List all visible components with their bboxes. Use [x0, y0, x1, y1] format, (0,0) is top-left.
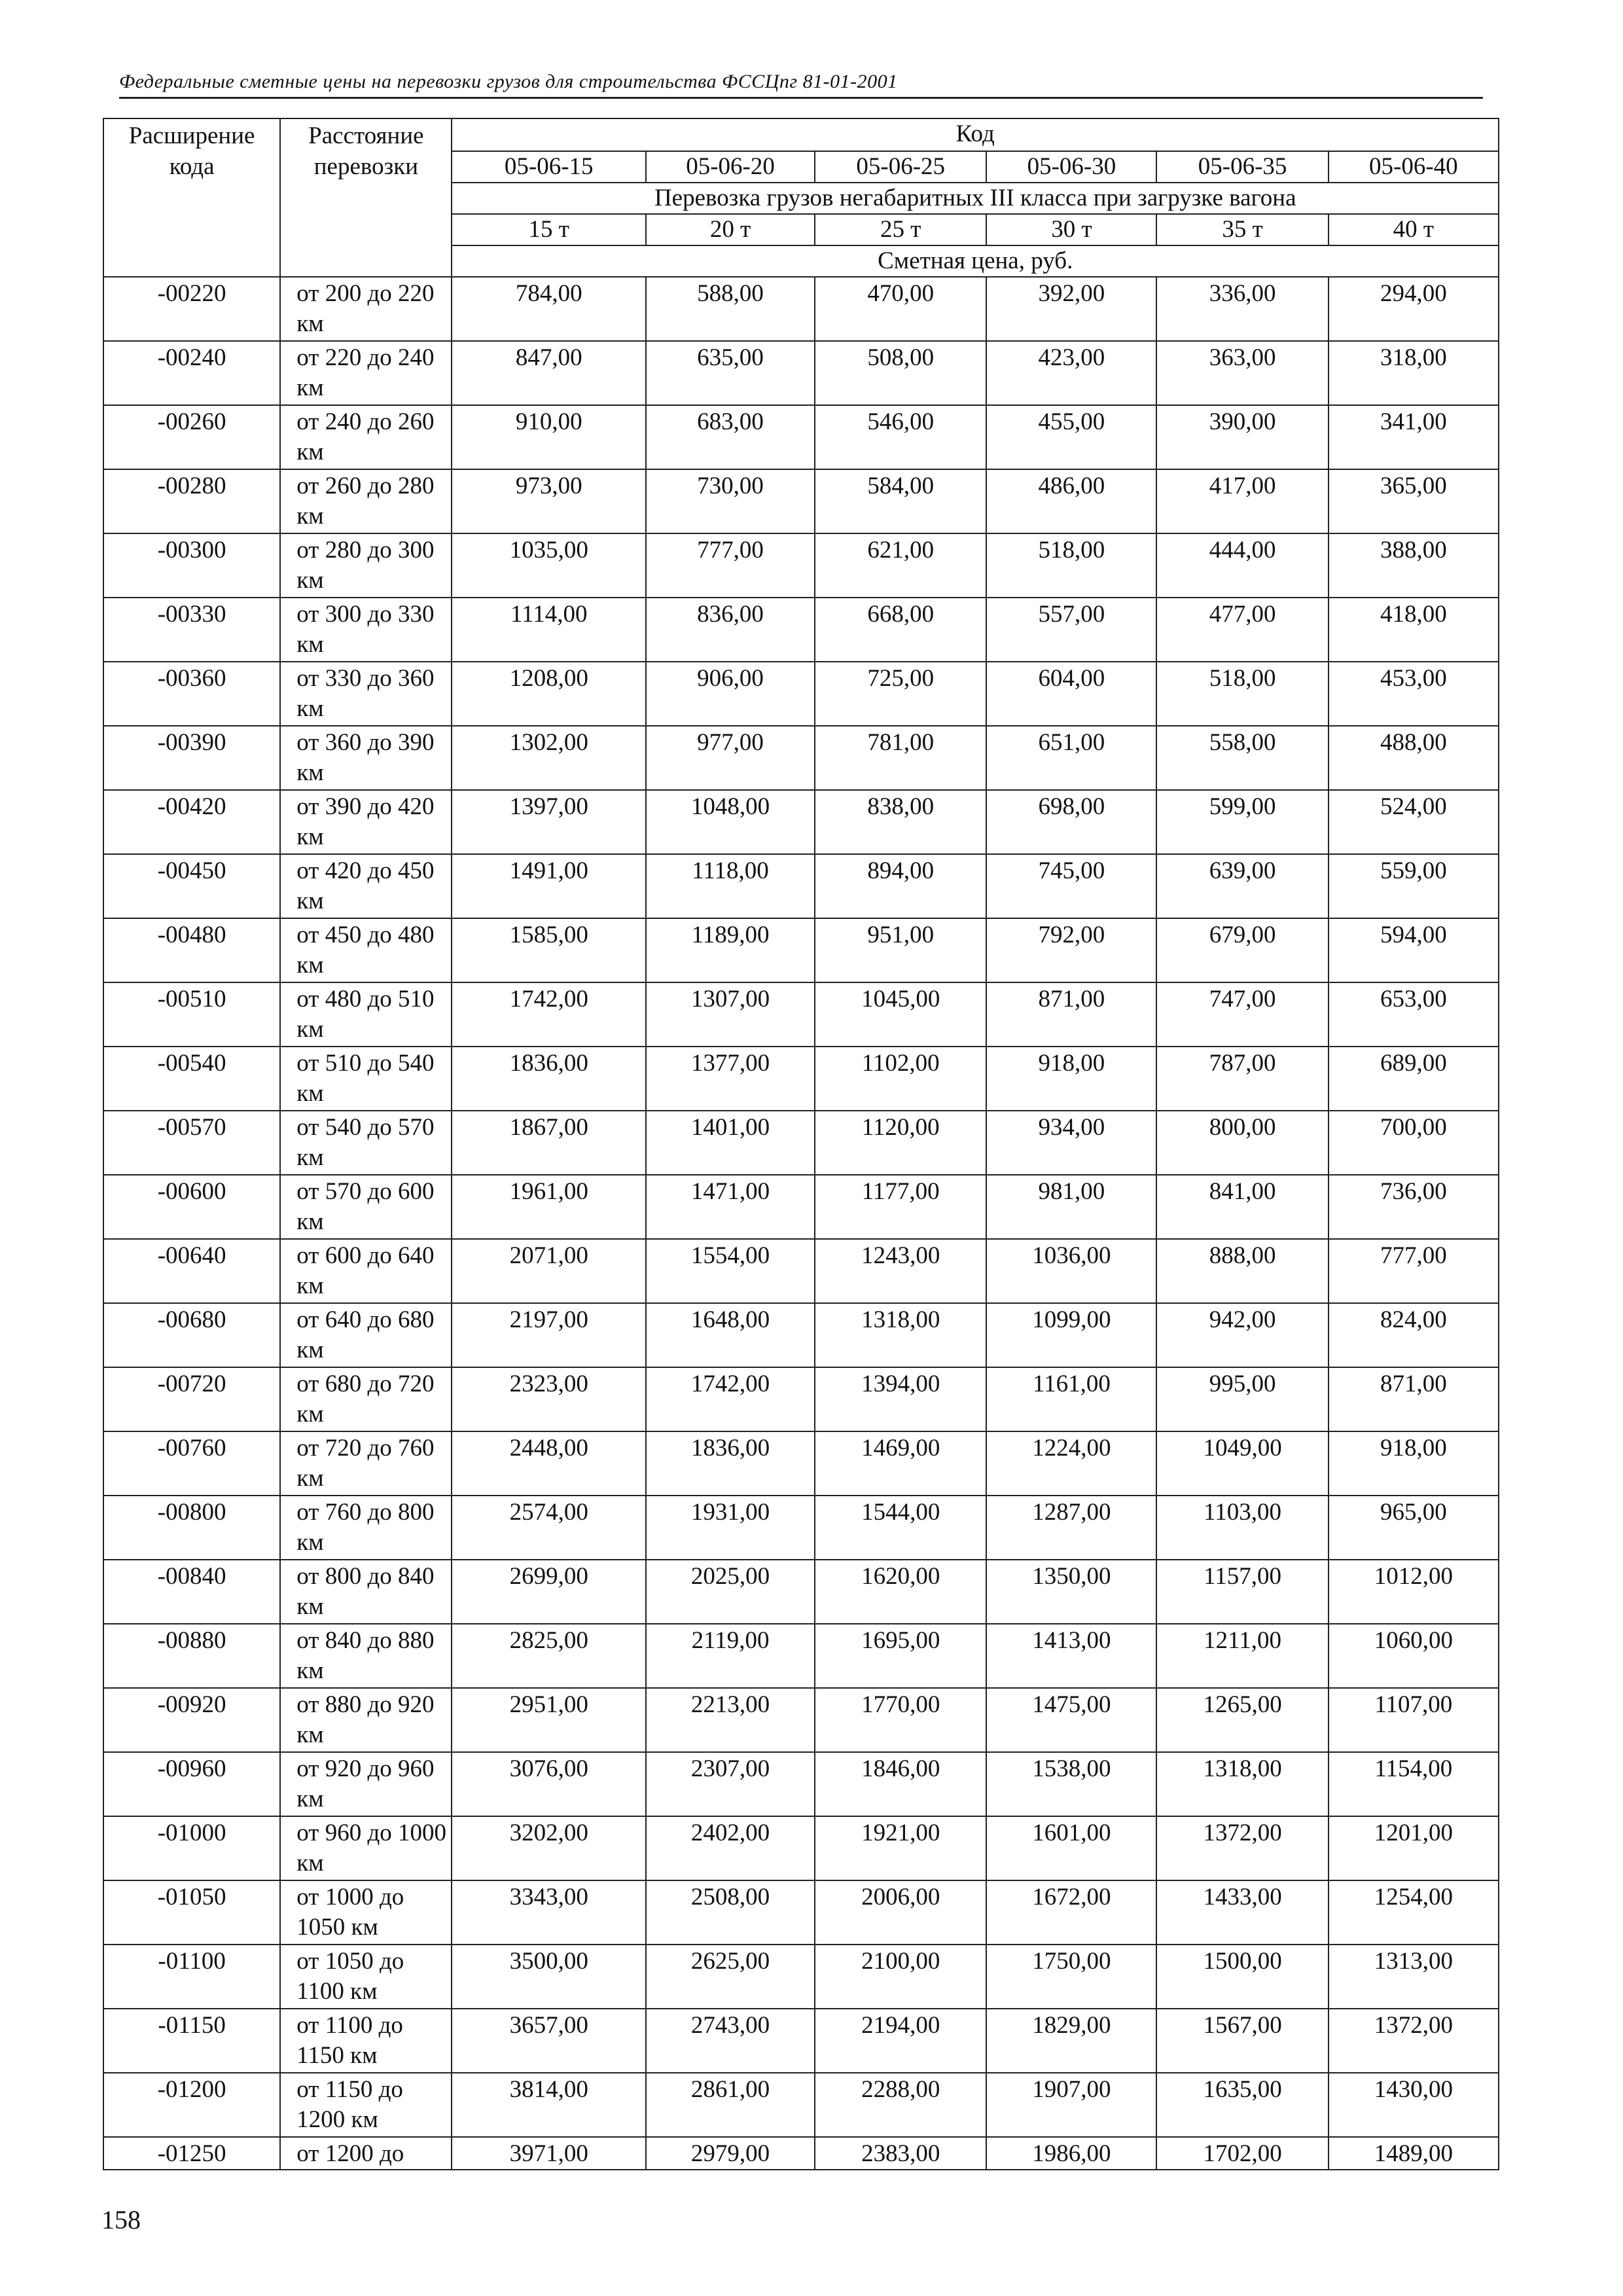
extension-code-cell: -00360: [103, 662, 280, 726]
distance-cell: от 280 до 300 км: [280, 533, 452, 598]
table-row: [103, 1111, 1499, 1175]
price-cell: 1907,00: [986, 2073, 1156, 2137]
price-cell: 1287,00: [986, 1496, 1156, 1560]
price-cell: 2402,00: [646, 1816, 815, 1880]
price-cell: 1770,00: [815, 1688, 986, 1752]
price-cell: 1243,00: [815, 1239, 986, 1303]
distance-cell: от 570 до 600 км: [280, 1175, 452, 1239]
price-cell: 1307,00: [646, 982, 815, 1047]
price-cell: 1397,00: [452, 790, 645, 854]
price-cell: 1648,00: [646, 1303, 815, 1367]
price-cell: 1836,00: [646, 1431, 815, 1496]
price-cell: 1048,00: [646, 790, 815, 854]
price-cell: 588,00: [646, 277, 815, 341]
price-cell: 1471,00: [646, 1175, 815, 1239]
price-cell: 1567,00: [1156, 2009, 1328, 2073]
table-row: [103, 598, 1499, 662]
price-cell: 1672,00: [986, 1880, 1156, 1945]
distance-cell: от 920 до 960 км: [280, 1752, 452, 1816]
distance-cell: от 390 до 420 км: [280, 790, 452, 854]
extension-code-cell: -01200: [103, 2073, 280, 2137]
price-cell: 1394,00: [815, 1367, 986, 1431]
price-cell: 683,00: [646, 405, 815, 469]
table-header: [103, 118, 1499, 277]
weight-cell: 40 т: [1329, 214, 1499, 245]
price-cell: 1224,00: [986, 1431, 1156, 1496]
weight-cell: 20 т: [646, 214, 815, 245]
transport-subtitle: Перевозка грузов негабаритных III класса при загрузке вагона: [452, 183, 1499, 214]
price-cell: 918,00: [986, 1047, 1156, 1111]
extension-code-cell: -00570: [103, 1111, 280, 1175]
price-cell: 1189,00: [646, 918, 815, 982]
distance-cell: от 300 до 330 км: [280, 598, 452, 662]
distance-cell: от 600 до 640 км: [280, 1239, 452, 1303]
price-cell: 418,00: [1329, 598, 1499, 662]
table-row: [103, 277, 1499, 341]
price-cell: 336,00: [1156, 277, 1328, 341]
price-cell: 508,00: [815, 341, 986, 405]
col-header-extension: Расширение кода: [103, 118, 280, 277]
table-row: [103, 982, 1499, 1047]
price-cell: 1318,00: [1156, 1752, 1328, 1816]
price-cell: 363,00: [1156, 341, 1328, 405]
table-row: [103, 405, 1499, 469]
distance-cell: от 720 до 760 км: [280, 1431, 452, 1496]
table-row: [103, 1303, 1499, 1367]
price-cell: 1961,00: [452, 1175, 645, 1239]
distance-cell: от 260 до 280 км: [280, 469, 452, 533]
price-label: Сметная цена, руб.: [452, 245, 1499, 277]
weight-cell: 35 т: [1156, 214, 1328, 245]
distance-cell: от 360 до 390 км: [280, 726, 452, 790]
price-cell: 847,00: [452, 341, 645, 405]
table-row: [103, 1560, 1499, 1624]
price-cell: 1742,00: [452, 982, 645, 1047]
price-cell: 787,00: [1156, 1047, 1328, 1111]
price-cell: 486,00: [986, 469, 1156, 533]
price-cell: 700,00: [1329, 1111, 1499, 1175]
price-cell: 1372,00: [1329, 2009, 1499, 2073]
distance-cell: от 1150 до 1200 км: [280, 2073, 452, 2137]
distance-cell: от 480 до 510 км: [280, 982, 452, 1047]
price-cell: 1620,00: [815, 1560, 986, 1624]
table-row: [103, 2009, 1499, 2073]
price-cell: 995,00: [1156, 1367, 1328, 1431]
price-cell: 558,00: [1156, 726, 1328, 790]
table-row: [103, 1816, 1499, 1880]
table-row: [103, 1752, 1499, 1816]
price-cell: 318,00: [1329, 341, 1499, 405]
price-cell: 1036,00: [986, 1239, 1156, 1303]
price-cell: 1702,00: [1156, 2137, 1328, 2170]
extension-code-cell: -01000: [103, 1816, 280, 1880]
price-cell: 698,00: [986, 790, 1156, 854]
price-cell: 1012,00: [1329, 1560, 1499, 1624]
price-cell: 910,00: [452, 405, 645, 469]
extension-code-cell: -00840: [103, 1560, 280, 1624]
price-cell: 584,00: [815, 469, 986, 533]
price-cell: 1099,00: [986, 1303, 1156, 1367]
price-cell: 2574,00: [452, 1496, 645, 1560]
price-cell: 1867,00: [452, 1111, 645, 1175]
price-cell: 1500,00: [1156, 1945, 1328, 2009]
distance-cell: от 1100 до 1150 км: [280, 2009, 452, 2073]
price-cell: 1750,00: [986, 1945, 1156, 2009]
price-cell: 1635,00: [1156, 2073, 1328, 2137]
extension-code-cell: -00450: [103, 854, 280, 918]
price-cell: 1045,00: [815, 982, 986, 1047]
price-cell: 557,00: [986, 598, 1156, 662]
price-cell: 1377,00: [646, 1047, 815, 1111]
price-cell: 294,00: [1329, 277, 1499, 341]
extension-code-cell: -01100: [103, 1945, 280, 2009]
price-cell: 1372,00: [1156, 1816, 1328, 1880]
price-cell: 444,00: [1156, 533, 1328, 598]
price-cell: 784,00: [452, 277, 645, 341]
table-row: [103, 1496, 1499, 1560]
price-table: [103, 118, 1499, 2170]
price-cell: 981,00: [986, 1175, 1156, 1239]
price-cell: 1695,00: [815, 1624, 986, 1688]
table-row: [103, 469, 1499, 533]
extension-code-cell: -00680: [103, 1303, 280, 1367]
extension-code-cell: -00420: [103, 790, 280, 854]
price-cell: 747,00: [1156, 982, 1328, 1047]
price-cell: 2743,00: [646, 2009, 815, 2073]
price-cell: 1157,00: [1156, 1560, 1328, 1624]
distance-cell: от 200 до 220 км: [280, 277, 452, 341]
price-cell: 653,00: [1329, 982, 1499, 1047]
price-cell: 3343,00: [452, 1880, 645, 1945]
price-cell: 918,00: [1329, 1431, 1499, 1496]
price-cell: 2825,00: [452, 1624, 645, 1688]
weight-cell: 30 т: [986, 214, 1156, 245]
price-cell: 838,00: [815, 790, 986, 854]
extension-code-cell: -00540: [103, 1047, 280, 1111]
price-cell: 906,00: [646, 662, 815, 726]
table-row: [103, 790, 1499, 854]
price-cell: 2119,00: [646, 1624, 815, 1688]
price-cell: 1318,00: [815, 1303, 986, 1367]
price-cell: 559,00: [1329, 854, 1499, 918]
price-cell: 2861,00: [646, 2073, 815, 2137]
price-cell: 390,00: [1156, 405, 1328, 469]
price-cell: 871,00: [1329, 1367, 1499, 1431]
price-cell: 1489,00: [1329, 2137, 1499, 2170]
price-cell: 792,00: [986, 918, 1156, 982]
price-cell: 1601,00: [986, 1816, 1156, 1880]
table-row: [103, 1175, 1499, 1239]
price-cell: 800,00: [1156, 1111, 1328, 1175]
extension-code-cell: -00300: [103, 533, 280, 598]
table-body: [103, 277, 1499, 2170]
price-cell: 604,00: [986, 662, 1156, 726]
page-number: 158: [101, 2205, 141, 2234]
distance-cell: от 220 до 240 км: [280, 341, 452, 405]
table-row: [103, 1945, 1499, 2009]
price-cell: 1430,00: [1329, 2073, 1499, 2137]
price-cell: 841,00: [1156, 1175, 1328, 1239]
price-cell: 1401,00: [646, 1111, 815, 1175]
price-cell: 2448,00: [452, 1431, 645, 1496]
price-cell: 777,00: [1329, 1239, 1499, 1303]
price-cell: 2213,00: [646, 1688, 815, 1752]
price-cell: 1060,00: [1329, 1624, 1499, 1688]
price-cell: 2383,00: [815, 2137, 986, 2170]
price-cell: 455,00: [986, 405, 1156, 469]
extension-code-cell: -00280: [103, 469, 280, 533]
price-cell: 942,00: [1156, 1303, 1328, 1367]
price-cell: 524,00: [1329, 790, 1499, 854]
distance-cell: от 800 до 840 км: [280, 1560, 452, 1624]
extension-code-cell: -00880: [103, 1624, 280, 1688]
extension-code-cell: -00640: [103, 1239, 280, 1303]
price-cell: 951,00: [815, 918, 986, 982]
extension-code-cell: -00760: [103, 1431, 280, 1496]
price-cell: 1433,00: [1156, 1880, 1328, 1945]
price-cell: 934,00: [986, 1111, 1156, 1175]
table-row: [103, 726, 1499, 790]
price-cell: 388,00: [1329, 533, 1499, 598]
price-cell: 2194,00: [815, 2009, 986, 2073]
price-cell: 1585,00: [452, 918, 645, 982]
price-cell: 679,00: [1156, 918, 1328, 982]
price-cell: 1491,00: [452, 854, 645, 918]
price-cell: 781,00: [815, 726, 986, 790]
extension-code-cell: -01050: [103, 1880, 280, 1945]
price-cell: 1544,00: [815, 1496, 986, 1560]
price-cell: 965,00: [1329, 1496, 1499, 1560]
price-cell: 1265,00: [1156, 1688, 1328, 1752]
table-row: [103, 1880, 1499, 1945]
price-cell: 1742,00: [646, 1367, 815, 1431]
table-row: [103, 1367, 1499, 1431]
price-cell: 651,00: [986, 726, 1156, 790]
price-cell: 977,00: [646, 726, 815, 790]
extension-code-cell: -00510: [103, 982, 280, 1047]
distance-cell: от 640 до 680 км: [280, 1303, 452, 1367]
price-cell: 894,00: [815, 854, 986, 918]
price-cell: 668,00: [815, 598, 986, 662]
price-cell: 730,00: [646, 469, 815, 533]
price-cell: 1313,00: [1329, 1945, 1499, 2009]
code-cell: 05-06-15: [452, 151, 645, 183]
table-row: [103, 1239, 1499, 1303]
price-cell: 1538,00: [986, 1752, 1156, 1816]
table-row: [103, 341, 1499, 405]
code-cell: 05-06-30: [986, 151, 1156, 183]
code-cell: 05-06-40: [1329, 151, 1499, 183]
price-cell: 1208,00: [452, 662, 645, 726]
price-cell: 3814,00: [452, 2073, 645, 2137]
extension-code-cell: -00390: [103, 726, 280, 790]
price-cell: 1986,00: [986, 2137, 1156, 2170]
price-cell: 2006,00: [815, 1880, 986, 1945]
price-cell: 1475,00: [986, 1688, 1156, 1752]
price-cell: 2100,00: [815, 1945, 986, 2009]
code-cell: 05-06-35: [1156, 151, 1328, 183]
price-cell: 2288,00: [815, 2073, 986, 2137]
table-row: [103, 2073, 1499, 2137]
table-row: [103, 662, 1499, 726]
price-cell: 3202,00: [452, 1816, 645, 1880]
price-cell: 594,00: [1329, 918, 1499, 982]
col-header-distance: Расстояние перевозки: [280, 118, 452, 277]
extension-code-cell: -01150: [103, 2009, 280, 2073]
table-row: [103, 1624, 1499, 1688]
price-cell: 2508,00: [646, 1880, 815, 1945]
price-cell: 3076,00: [452, 1752, 645, 1816]
price-cell: 1177,00: [815, 1175, 986, 1239]
price-cell: 1302,00: [452, 726, 645, 790]
price-cell: 546,00: [815, 405, 986, 469]
distance-cell: от 760 до 800 км: [280, 1496, 452, 1560]
table-row: [103, 1431, 1499, 1496]
price-cell: 2625,00: [646, 1945, 815, 2009]
price-cell: 365,00: [1329, 469, 1499, 533]
price-cell: 599,00: [1156, 790, 1328, 854]
price-cell: 470,00: [815, 277, 986, 341]
price-cell: 1120,00: [815, 1111, 986, 1175]
price-cell: 2197,00: [452, 1303, 645, 1367]
distance-cell: от 1000 до 1050 км: [280, 1880, 452, 1945]
price-cell: 1554,00: [646, 1239, 815, 1303]
extension-code-cell: -00240: [103, 341, 280, 405]
distance-cell: от 240 до 260 км: [280, 405, 452, 469]
price-cell: 1118,00: [646, 854, 815, 918]
extension-code-cell: -00800: [103, 1496, 280, 1560]
price-cell: 1161,00: [986, 1367, 1156, 1431]
price-cell: 1102,00: [815, 1047, 986, 1111]
distance-cell: от 960 до 1000 км: [280, 1816, 452, 1880]
distance-cell: от 510 до 540 км: [280, 1047, 452, 1111]
price-cell: 2323,00: [452, 1367, 645, 1431]
table-row: [103, 854, 1499, 918]
price-cell: 3971,00: [452, 2137, 645, 2170]
price-cell: 2699,00: [452, 1560, 645, 1624]
price-cell: 1846,00: [815, 1752, 986, 1816]
price-cell: 1931,00: [646, 1496, 815, 1560]
price-cell: 518,00: [1156, 662, 1328, 726]
price-cell: 341,00: [1329, 405, 1499, 469]
price-cell: 1049,00: [1156, 1431, 1328, 1496]
table-row: [103, 1688, 1499, 1752]
price-cell: 1350,00: [986, 1560, 1156, 1624]
code-header: Код: [452, 118, 1499, 151]
price-cell: 824,00: [1329, 1303, 1499, 1367]
price-cell: 1413,00: [986, 1624, 1156, 1688]
price-cell: 1035,00: [452, 533, 645, 598]
code-cell: 05-06-20: [646, 151, 815, 183]
distance-cell: от 880 до 920 км: [280, 1688, 452, 1752]
extension-code-cell: -00720: [103, 1367, 280, 1431]
price-cell: 2979,00: [646, 2137, 815, 2170]
price-cell: 417,00: [1156, 469, 1328, 533]
table-row: [103, 918, 1499, 982]
extension-code-cell: -00260: [103, 405, 280, 469]
distance-cell: от 450 до 480 км: [280, 918, 452, 982]
extension-code-cell: -00960: [103, 1752, 280, 1816]
distance-cell: от 1050 до 1100 км: [280, 1945, 452, 2009]
extension-code-cell: -00330: [103, 598, 280, 662]
table-row: [103, 1047, 1499, 1111]
extension-code-cell: -00480: [103, 918, 280, 982]
price-cell: 477,00: [1156, 598, 1328, 662]
price-cell: 1107,00: [1329, 1688, 1499, 1752]
price-cell: 423,00: [986, 341, 1156, 405]
price-cell: 836,00: [646, 598, 815, 662]
price-cell: 621,00: [815, 533, 986, 598]
price-cell: 1154,00: [1329, 1752, 1499, 1816]
price-cell: 2071,00: [452, 1239, 645, 1303]
extension-code-cell: -00920: [103, 1688, 280, 1752]
price-cell: 1114,00: [452, 598, 645, 662]
page-header-title: Федеральные сметные цены на перевозки грузов для строительства ФССЦпг 81-01-2001: [119, 71, 1483, 99]
table-row: [103, 2137, 1499, 2170]
price-cell: 871,00: [986, 982, 1156, 1047]
price-cell: 1469,00: [815, 1431, 986, 1496]
price-cell: 689,00: [1329, 1047, 1499, 1111]
price-cell: 777,00: [646, 533, 815, 598]
distance-cell: от 540 до 570 км: [280, 1111, 452, 1175]
price-cell: 635,00: [646, 341, 815, 405]
price-cell: 1829,00: [986, 2009, 1156, 2073]
price-cell: 392,00: [986, 277, 1156, 341]
distance-cell: от 330 до 360 км: [280, 662, 452, 726]
price-cell: 2025,00: [646, 1560, 815, 1624]
price-cell: 639,00: [1156, 854, 1328, 918]
weight-cell: 15 т: [452, 214, 645, 245]
distance-cell: от 680 до 720 км: [280, 1367, 452, 1431]
extension-code-cell: -00600: [103, 1175, 280, 1239]
price-cell: 1836,00: [452, 1047, 645, 1111]
price-cell: 3657,00: [452, 2009, 645, 2073]
price-cell: 973,00: [452, 469, 645, 533]
price-cell: 3500,00: [452, 1945, 645, 2009]
price-cell: 488,00: [1329, 726, 1499, 790]
code-cell: 05-06-25: [815, 151, 986, 183]
distance-cell: от 420 до 450 км: [280, 854, 452, 918]
distance-cell: от 1200 до: [280, 2137, 452, 2170]
price-cell: 1201,00: [1329, 1816, 1499, 1880]
price-cell: 736,00: [1329, 1175, 1499, 1239]
price-cell: 1254,00: [1329, 1880, 1499, 1945]
price-cell: 518,00: [986, 533, 1156, 598]
price-cell: 725,00: [815, 662, 986, 726]
price-cell: 888,00: [1156, 1239, 1328, 1303]
price-cell: 1211,00: [1156, 1624, 1328, 1688]
table-row: [103, 533, 1499, 598]
price-cell: 2307,00: [646, 1752, 815, 1816]
weight-cell: 25 т: [815, 214, 986, 245]
distance-cell: от 840 до 880 км: [280, 1624, 452, 1688]
extension-code-cell: -01250: [103, 2137, 280, 2170]
price-cell: 2951,00: [452, 1688, 645, 1752]
price-cell: 1921,00: [815, 1816, 986, 1880]
price-cell: 1103,00: [1156, 1496, 1328, 1560]
price-cell: 453,00: [1329, 662, 1499, 726]
extension-code-cell: -00220: [103, 277, 280, 341]
price-cell: 745,00: [986, 854, 1156, 918]
